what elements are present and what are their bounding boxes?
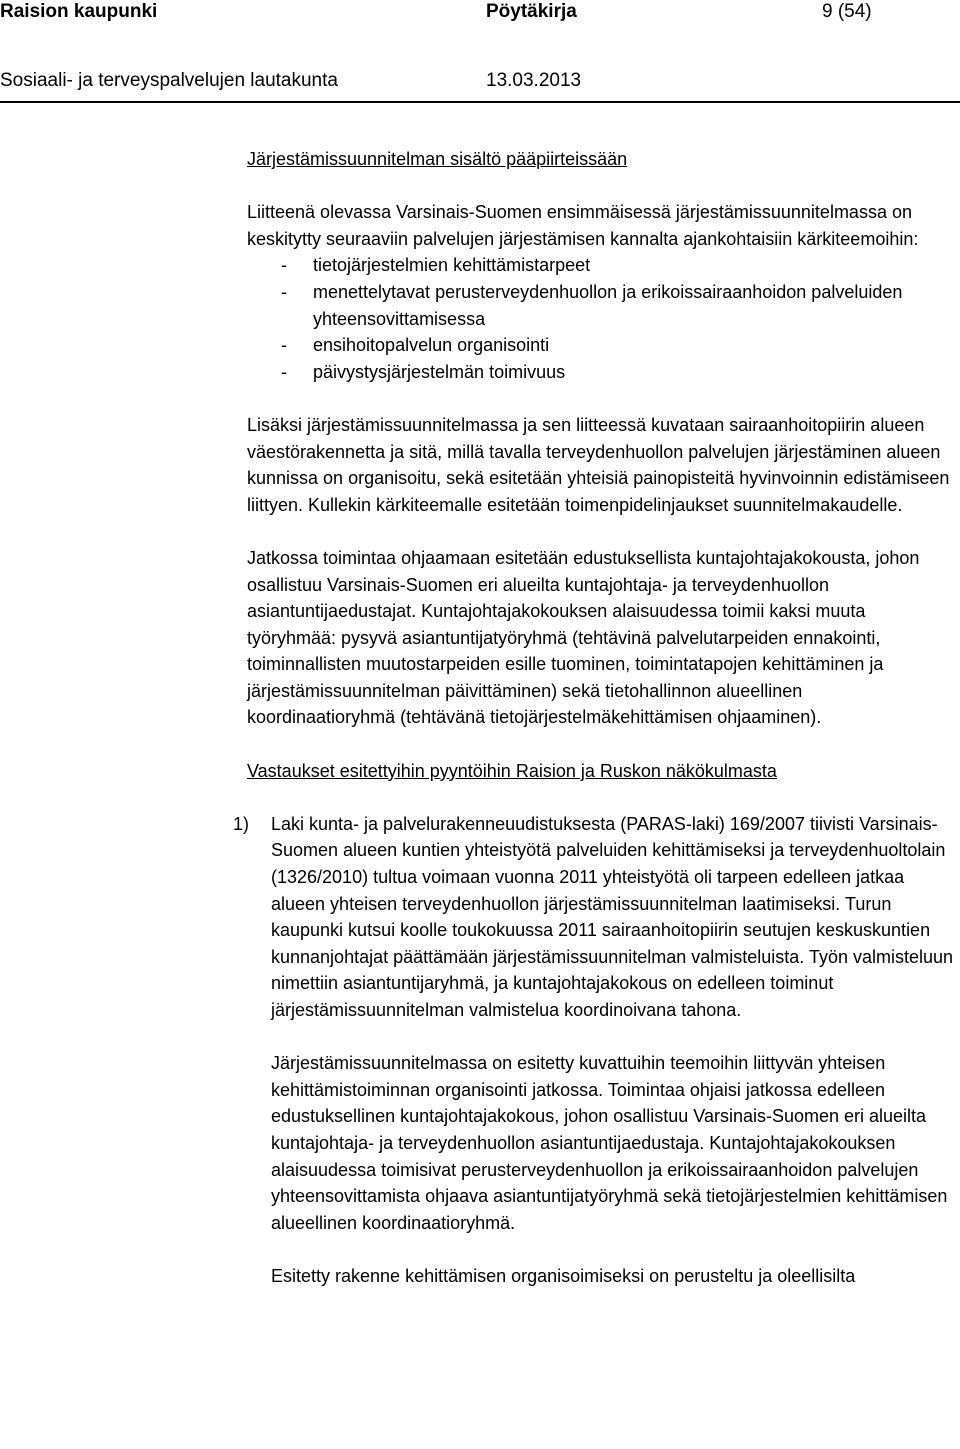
- item-paragraph: Laki kunta- ja palvelurakenneuudistuksesta (PARAS-laki) 169/2007 tiivisti Varsinais-Suomen alueen kuntien yhteistyötä palveluiden kehittämiseksi ja terveydenhuoltolain (1326/2010) tultua voimaan vuonna 2011 yhteistyötä oli tarpeen edelleen jatkaa alueen yhteisen terveydenhuollon järjestämissuunnitelman laatimiseksi. Turun kaupunki kutsui koolle toukokuussa 2011 sairaanhoitopiirin seutujen keskuskuntien kunnanjohtajat päättämään järjestämissuunnitelman valmisteluista. Työn valmisteluun nimettiin asiantuntijaryhmä, ja kuntajohtajakokous on edelleen toiminut järjestämissuunnitelman valmistelua koordinoivana tahona.: [271, 813, 954, 1020]
- page-header: [0, 0, 960, 104]
- bullet-dash: -: [281, 255, 287, 276]
- list-item: - menettelytavat perusterveydenhuollon ja erikoissairaanhoidon palveluiden yhteensovittamisessa: [247, 279, 955, 332]
- item-paragraph: Esitetty rakenne kehittämisen organisoimiseksi on perusteltu ja oleellisilta: [271, 1265, 856, 1286]
- list-item: - päivystysjärjestelmän toimivuus: [247, 359, 955, 386]
- paragraph-governance: Jatkossa toimintaa ohjaamaan esitetään edustuksellista kuntajohtajakokousta, johon osallistuu Varsinais-Suomen eri alueilta kuntajohtaja- ja terveydenhuollon asiantuntijaedustajat. Kuntajohtajakokouksen alaisuudessa toimii kaksi muuta työryhmää: pysyvä asiantuntijatyöryhmä (tehtävinä palvelutarpeiden ennakointi, toiminnallisten muutostarpeiden esille tuominen, toimintatapojen kehittäminen ja järjestämissuunnitelman päivittäminen) sekä tietohallinnon alueellinen koordinaatioryhmä (tehtävänä tietojärjestelmäkehittämisen ohjaaminen).: [247, 547, 920, 728]
- list-item: - tietojärjestelmien kehittämistarpeet: [247, 252, 955, 279]
- intro-paragraph: Liitteenä olevassa Varsinais-Suomen ensimmäisessä järjestämissuunnitelmassa on keskitytty seuraaviin palvelujen järjestämisen kannalta ajankohtaisiin kärkiteemoihin:: [247, 202, 919, 249]
- page-number: 9 (54): [822, 1, 872, 22]
- list-item: - ensihoitopalvelun organisointi: [247, 332, 955, 359]
- item-number: 1): [233, 813, 250, 834]
- organization-name: Raision kaupunki: [0, 1, 158, 22]
- numbered-list: [233, 811, 955, 1290]
- bullet-dash: -: [281, 361, 287, 382]
- document-type: Pöytäkirja: [486, 1, 577, 22]
- item-paragraph: Järjestämissuunnitelmassa on esitetty kuvattuihin teemoihin liittyvän yhteisen kehittämistoiminnan organisointi jatkossa. Toimintaa ohjaisi jatkossa edelleen edustuksellinen kuntajohtajakokous, johon osallistuu Varsinais-Suomen eri alueilta kuntajohtaja- ja terveydenhuollon asiantuntijaedustaja. Kuntajohtajakokouksen alaisuudessa toimisivat perusterveydenhuollon ja erikoissairaanhoidon palvelujen yhteensovittamista ohjaava asiantuntijatyöryhmä sekä tietojärjestelmien kehittämisen alueellinen koordinaatioryhmä.: [271, 1053, 948, 1233]
- section-heading-responses: Vastaukset esitettyihin pyyntöihin Raision ja Ruskon näkökulmasta: [247, 760, 777, 781]
- committee-name: Sosiaali- ja terveyspalvelujen lautakunta: [0, 70, 338, 91]
- intro-block: [247, 199, 955, 385]
- paragraph-additional-content: Lisäksi järjestämissuunnitelmassa ja sen liitteessä kuvataan sairaanhoitopiirin alueen väestörakennetta ja sitä, millä tavalla terveydenhuollon palvelujen järjestäminen alueen kunnissa on organisoitu, sekä esitetään yhteisiä painopisteitä hyvinvoinnin edistämiseen liittyen. Kullekin kärkiteemalle esitetään toimenpidelinjaukset suunnitelmakaudelle.: [247, 414, 950, 515]
- document-body: [233, 146, 955, 1316]
- bullet-dash: -: [281, 335, 287, 356]
- meeting-date: 13.03.2013: [486, 70, 582, 91]
- section-heading-plan-contents: Järjestämissuunnitelman sisältö pääpiirteissään: [247, 149, 628, 169]
- theme-bullet-list: [247, 252, 955, 385]
- header-divider: [0, 101, 960, 103]
- numbered-item-1: [233, 811, 955, 1290]
- bullet-dash: -: [281, 281, 287, 302]
